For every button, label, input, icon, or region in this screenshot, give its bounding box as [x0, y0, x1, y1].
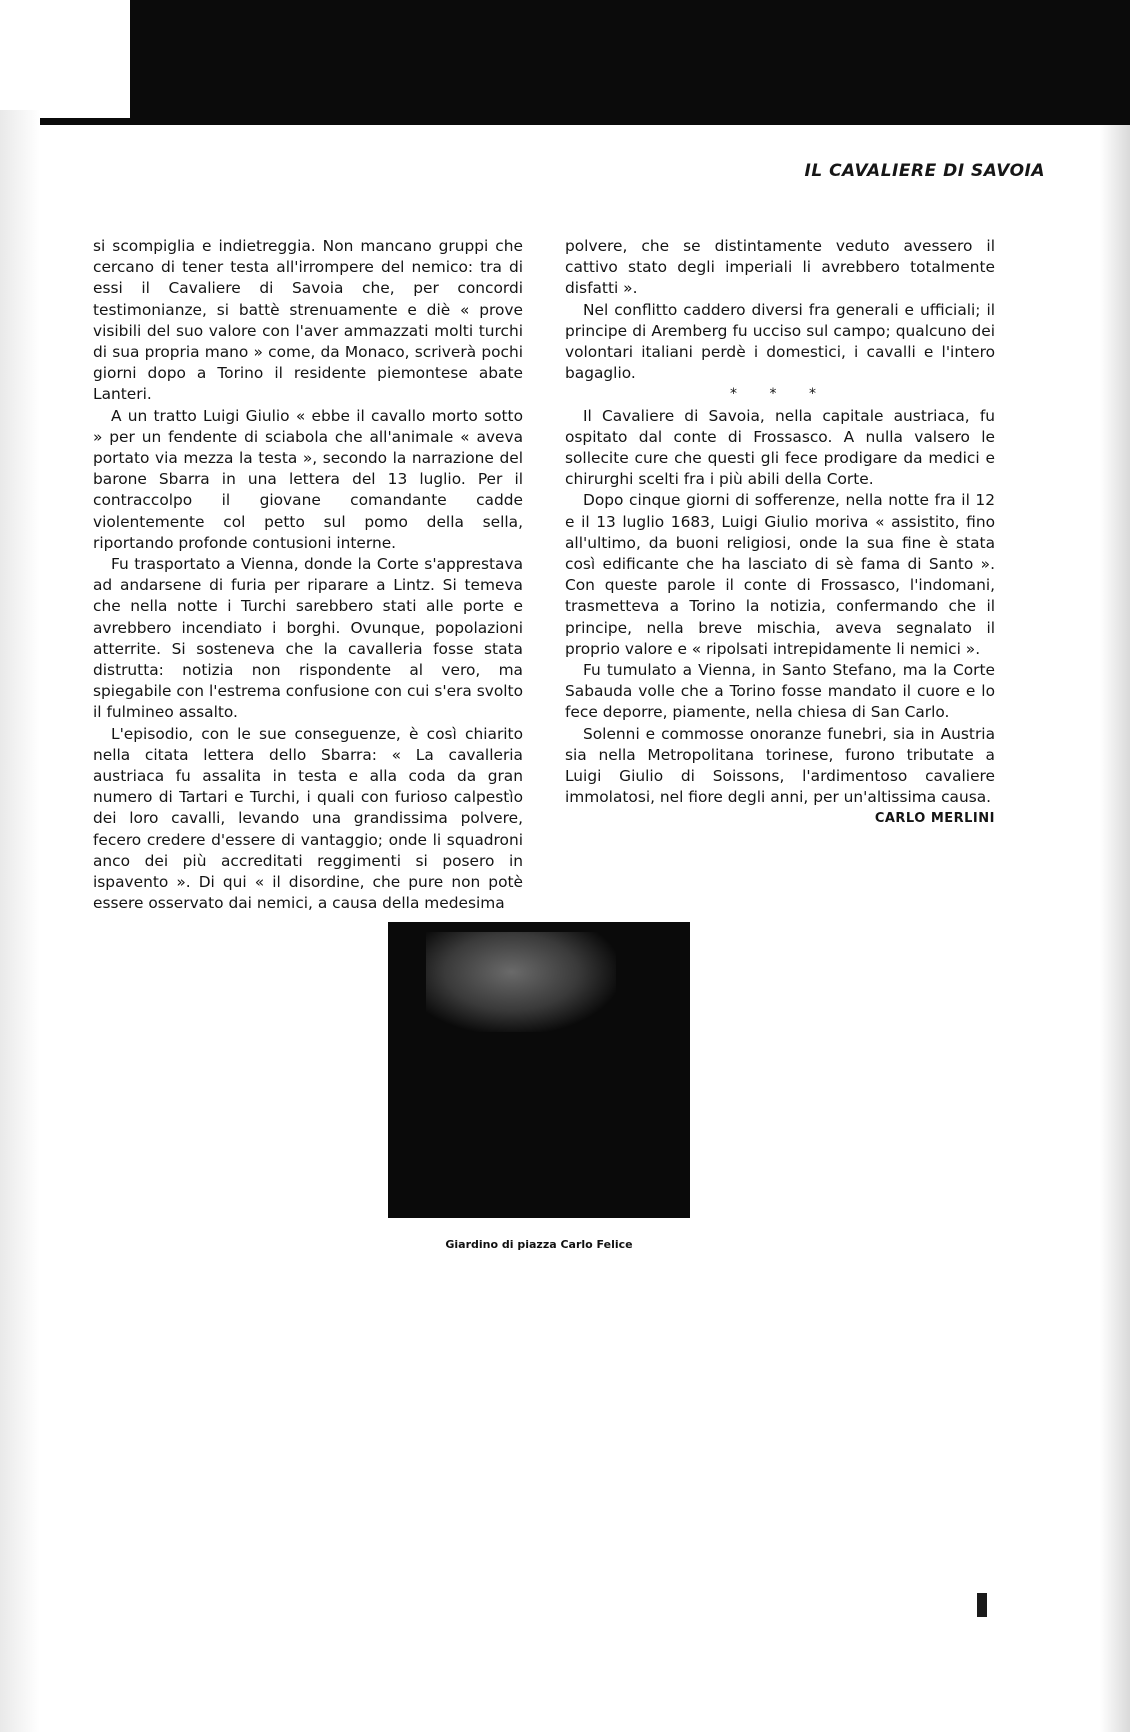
paragraph: Dopo cinque giorni di sofferenze, nella notte fra il 12 e il 13 luglio 1683, Luigi Giulio moriva « assistito, fino all'ultimo, da buoni religiosi, onde la sua fine è stata così edificante che ha lasciato di sè fama di Santo ». Con queste parole il conte di Frossasco, l'indomani, trasmetteva a Torino la notizia, confermando che il principe, nella breve mischia, aveva segnalato il proprio valore e « ripolsati intrepidamente li nemici ». [565, 491, 995, 658]
article-right-column [565, 236, 995, 830]
scan-top-band-gap [0, 0, 130, 118]
section-break: * * * [730, 386, 830, 403]
scan-left-edge [0, 110, 40, 1732]
author-signature: CARLO MERLINI [874, 811, 995, 827]
paragraph: A un tratto Luigi Giulio « ebbe il cavallo morto sotto » per un fendente di sciabola che all'animale « aveva portato via mezza la testa », secondo la narrazione del barone Sbarra in una lettera del 13 luglio. Per il contraccolpo il giovane comandante cadde violentemente col petto sul pomo della sella, riportando profonde contusioni interne. [93, 406, 523, 552]
paragraph: si scompiglia e indietreggia. Non mancano gruppi che cercano di tener testa all'irrompere del nemico: tra di essi il Cavaliere di Savoia che, per concordi testimonianze, si battè strenuamente e diè « prove visibili del suo valore con l'aver ammazzati molti turchi di sua propria mano » come, da Monaco, scriverà pochi giorni dopo a Torino il residente piemontese abate Lanteri. [93, 237, 523, 404]
paragraph: Fu trasportato a Vienna, donde la Corte s'apprestava ad andarsene di furia per riparare a Lintz. Si temeva che nella notte i Turchi sarebbero stati alle porte e avrebbero incendiato i borghi. Ovunque, popolazioni atterrite. Si sosteneva che la cavalleria fosse stata distrutta: notizia non rispondente al vero, ma spiegabile con l'estrema confusione con cui s'era svolto il fulmineo assalto. [93, 555, 523, 722]
photo-caption: Giardino di piazza Carlo Felice [445, 1238, 633, 1251]
paragraph: Solenni e commosse onoranze funebri, sia in Austria sia nella Metropolitana torinese, furono tributate a Luigi Giulio di Soissons, l'ardimentoso cavaliere immolatosi, nel fiore degli anni, per un'altissima causa. [565, 724, 995, 807]
paragraph: L'episodio, con le sue conseguenze, è così chiarito nella citata lettera dello Sbarra: « La cavalleria austriaca fu assalita in testa e alla coda da gran numero di Tartari e Turchi, i quali con furioso calpestìo dei loro cavalli, levando una grandissima polvere, fecero credere d'essere di vantaggio; onde li squadroni anco dei più accreditati reggimenti si posero in ispavento ». Di qui « il disordine, che pure non potè essere osservato dai nemici, a causa della medesima [93, 724, 523, 913]
paragraph: Fu tumulato a Vienna, in Santo Stefano, ma la Corte Sabauda volle che a Torino fosse mandato il cuore e lo fece deporre, piamente, nella chiesa di San Carlo. [565, 661, 995, 722]
page-number-mark [977, 1593, 987, 1617]
running-header: IL CAVALIERE DI SAVOIA [804, 161, 1045, 181]
paragraph: Nel conflitto caddero diversi fra generali e ufficiali; il principe di Aremberg fu ucciso sul campo; qualcuno dei volontari italiani perdè i domestici, i cavalli e l'intero bagaglio. [565, 300, 995, 383]
scan-top-band [0, 0, 1130, 125]
photo-tree-foliage [426, 932, 616, 1032]
scan-right-edge [1100, 125, 1130, 1732]
article-left-column [93, 236, 523, 915]
paragraph: polvere, che se distintamente veduto avessero il cattivo stato degli imperiali li avrebbero totalmente disfatti ». [565, 237, 995, 298]
paragraph: Il Cavaliere di Savoia, nella capitale austriaca, fu ospitato dal conte di Frossasco. A nulla valsero le sollecite cure che questi gli fece prodigare da medici e chirurghi scelti fra i più abili della Corte. [565, 406, 995, 489]
photo-garden [388, 922, 690, 1218]
